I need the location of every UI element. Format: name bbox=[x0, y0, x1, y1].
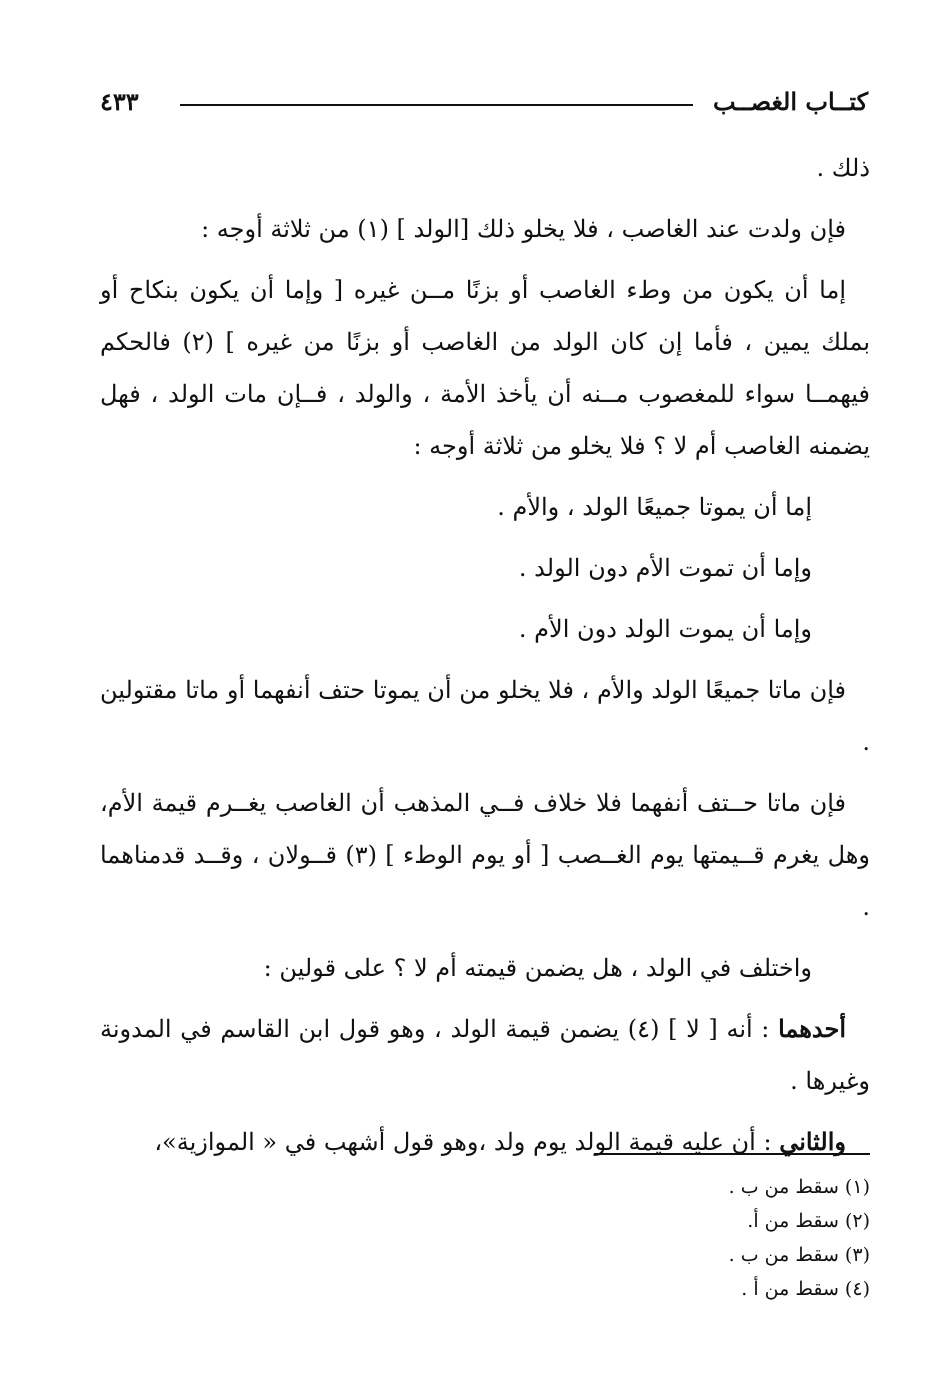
paragraph: فإن ماتا حــتف أنفهما فلا خلاف فــي المذهب أن الغاصب يغــرم قيمة الأم، وهل يغرم قــيمتها يوم الغــصب [ أو يوم الوطء ] (٣) قــولان ، وقــد قدمناهما . bbox=[100, 789, 871, 921]
page-number: ٤٣٣ bbox=[100, 87, 139, 116]
opinion-lead: والثاني bbox=[779, 1127, 846, 1156]
paragraph: إما أن يكون من وطء الغاصب أو بزنًا مــن غيره [ وإما أن يكون بنكاح أو بملك يمين ، فأما إن كان الولد من الغاصب أو بزنًا من غيره ] (٢) فالحكم فيهمــا سواء للمغصوب مــنه أن يأخذ الأمة ، والولد ، فــإن مات الولد ، فهل يضمنه الغاصب أم لا ؟ فلا يخلو من ثلاثة أوجه : bbox=[100, 276, 870, 460]
paragraph: ذلك . bbox=[816, 154, 870, 182]
header-rule bbox=[180, 104, 693, 106]
list-item: إما أن يموتا جميعًا الولد ، والأم . bbox=[497, 493, 812, 521]
opinion-text: : أن عليه قيمة الولد يوم ولد ،وهو قول أشهب في « الموازية»، bbox=[154, 1128, 780, 1156]
footnote-separator bbox=[594, 1153, 870, 1155]
opinion-lead: أحدهما bbox=[778, 1014, 847, 1043]
footnote: (٢) سقط من أ. bbox=[747, 1210, 870, 1232]
running-header bbox=[100, 82, 868, 122]
footnotes bbox=[470, 1170, 870, 1306]
main-text bbox=[100, 142, 870, 1177]
footnote: (٤) سقط من أ . bbox=[741, 1278, 870, 1300]
footnote: (٣) سقط من ب . bbox=[728, 1244, 870, 1266]
paragraph bbox=[100, 1003, 870, 1107]
paragraph: واختلف في الولد ، هل يضمن قيمته أم لا ؟ على قولين : bbox=[263, 954, 812, 982]
list-item: وإما أن يموت الولد دون الأم . bbox=[518, 615, 812, 643]
paragraph: فإن ماتا جميعًا الولد والأم ، فلا يخلو من أن يموتا حتف أنفهما أو ماتا مقتولين . bbox=[100, 676, 870, 756]
list-item: وإما أن تموت الأم دون الولد . bbox=[518, 554, 812, 582]
paragraph: فإن ولدت عند الغاصب ، فلا يخلو ذلك [الولد ] (١) من ثلاثة أوجه : bbox=[201, 215, 846, 243]
footnote: (١) سقط من ب . bbox=[728, 1176, 870, 1198]
chapter-title: كتــاب الغصــب bbox=[713, 87, 868, 116]
opinion-text: : أنه [ لا ] (٤) يضمن قيمة الولد ، وهو قول ابن القاسم في المدونة وغيرها . bbox=[100, 1015, 870, 1095]
paragraph bbox=[100, 1116, 870, 1168]
